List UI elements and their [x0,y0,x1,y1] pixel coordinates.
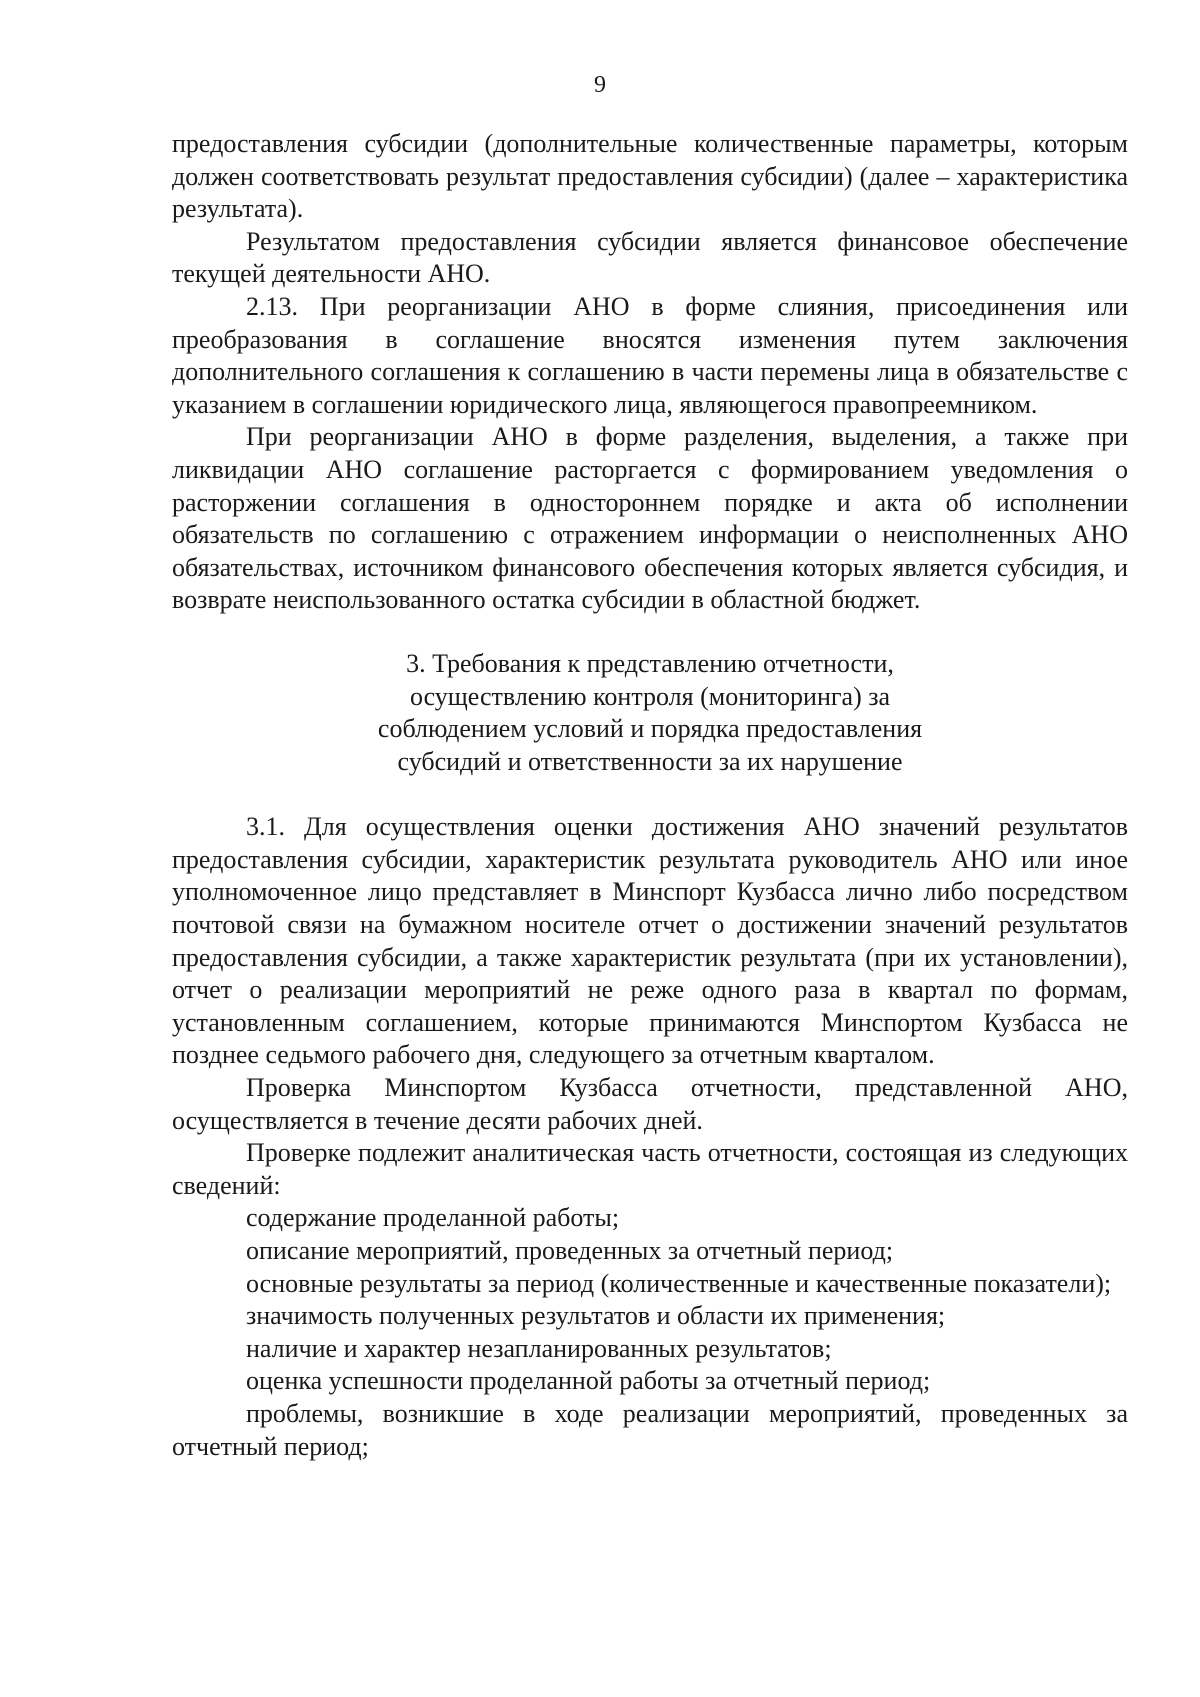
list-item: содержание проделанной работы; [246,1203,620,1233]
section-heading-line: осуществлению контроля (мониторинга) за [409,681,891,711]
paragraph-verification-period: Проверка Минспортом Кузбасса отчетности, представленной АНО, осуществляется в течение десяти рабочих дней. [172,1073,1128,1135]
section-heading-line: соблюдением условий и порядка предоставления [377,714,923,744]
list-item: основные результаты за период (количественные и качественные показатели); [246,1268,1112,1298]
list-item: наличие и характер незапланированных результатов; [246,1333,832,1363]
section-heading-line: субсидий и ответственности за их нарушение [397,746,903,776]
paragraph-reorganization-termination: При реорганизации АНО в форме разделения, выделения, а также при ликвидации АНО соглашение расторгается с формированием уведомления о расторжении соглашения в одностороннем порядке и акта об исполнении обязательств по соглашению с отражением информации о неисполненных АНО обязательствах, источником финансового обеспечения которых является субсидия, и возврате неиспользованного остатка субсидии в областной бюджет. [172,422,1128,615]
paragraph-3-1: 3.1. Для осуществления оценки достижения АНО значений результатов предоставления субсидии, характеристик результата руководитель АНО или иное уполномоченное лицо представляет в Минспорт Кузбасса лично либо посредством почтовой связи на бумажном носителе отчет о достижении значений результатов предоставления субсидии, а также характеристик результата (при их установлении), отчет о реализации мероприятий не реже одного раза в квартал по формам, установленным соглашением, которые принимаются Минспортом Кузбасса не позднее седьмого рабочего дня, следующего за отчетным кварталом. [172,812,1128,1070]
document-body [172,128,1128,1463]
paragraph-result-definition: Результатом предоставления субсидии является финансовое обеспечение текущей деятельности АНО. [172,226,1128,289]
list-item: оценка успешности проделанной работы за отчетный период; [246,1366,931,1396]
section-heading-line: 3. Требования к представлению отчетности, [406,648,894,678]
paragraph-continuation: предоставления субсидии (дополнительные количественные параметры, которым должен соответствовать результат предоставления субсидии) (далее – характеристика результата). [172,129,1128,224]
section-heading [172,648,1128,778]
page-number: 9 [594,72,606,98]
list-item: проблемы, возникшие в ходе реализации мероприятий, проведенных за отчетный период; [172,1398,1128,1461]
list-item: значимость полученных результатов и области их применения; [246,1301,946,1331]
paragraph-2-13: 2.13. При реорганизации АНО в форме слияния, присоединения или преобразования в соглашение вносятся изменения путем заключения дополнительного соглашения к соглашению в части перемены лица в обязательстве с указанием в соглашении юридического лица, являющегося правопреемником. [172,291,1128,419]
paragraph-verification-scope: Проверке подлежит аналитическая часть отчетности, состоящая из следующих сведений: [172,1138,1128,1200]
list-item: описание мероприятий, проведенных за отчетный период; [246,1236,894,1265]
